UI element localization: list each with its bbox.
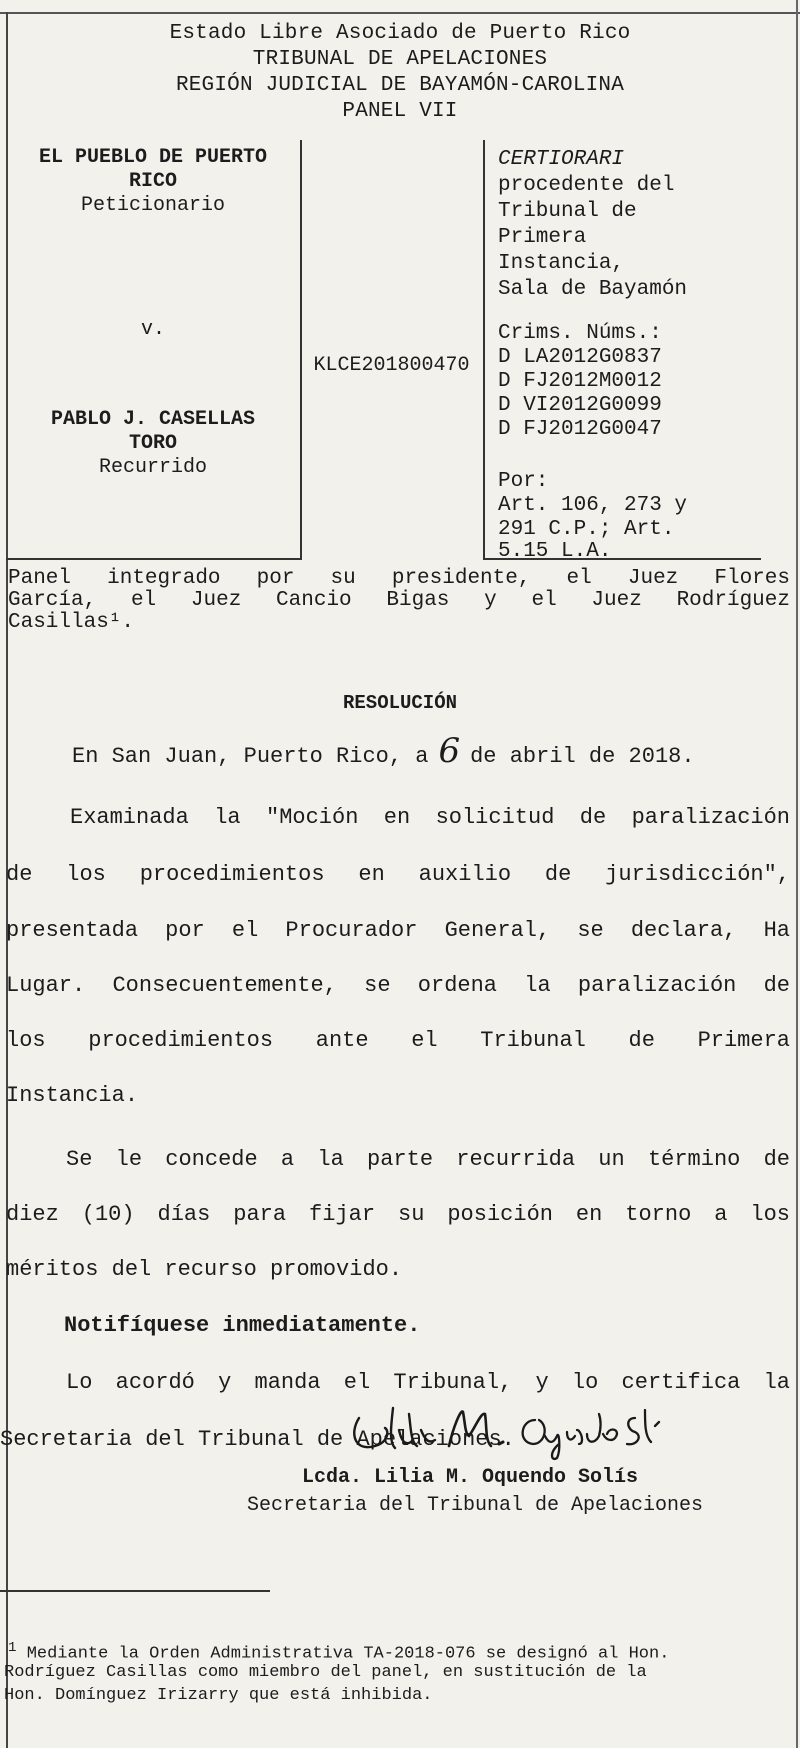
paragraph-line: Lo acordó y manda el Tribunal, y lo certifica la <box>66 1370 790 1395</box>
notify-order: Notifíquese inmediatamente. <box>64 1313 421 1338</box>
footnote-line <box>8 1640 798 1664</box>
paragraph-line: Secretaria del Tribunal de Apelaciones. <box>0 1427 515 1452</box>
court-info-line: D FJ2012M0012 <box>498 370 662 393</box>
footnote-divider <box>0 1590 270 1592</box>
date-line: En San Juan, Puerto Rico, a 6 de abril de 2018. <box>72 731 695 771</box>
date-suffix: de abril de 2018. <box>470 744 695 769</box>
paragraph-line: presentada por el Procurador General, se declara, Ha <box>6 918 790 943</box>
date-prefix: En San Juan, Puerto Rico, a <box>72 744 429 769</box>
court-info-line: Por: <box>498 470 549 493</box>
court-info-box <box>483 140 761 563</box>
header-commonwealth: Estado Libre Asociado de Puerto Rico <box>169 22 631 45</box>
footnote-marker: 1 <box>8 1640 17 1656</box>
court-info-line: Sala de Bayamón <box>498 278 688 301</box>
respondent-role: Recurrido <box>98 456 208 479</box>
petitioner-role: Peticionario <box>80 194 226 217</box>
case-number-column <box>300 140 483 558</box>
panel-note-line: García, el Juez Cancio Bigas y el Juez Rodríguez <box>8 589 790 612</box>
court-info-line: 291 C.P.; Art. <box>498 518 675 541</box>
paragraph-line: Lugar. Consecuentemente, se ordena la paralización de <box>6 973 790 998</box>
respondent-name-line2: TORO <box>128 432 177 455</box>
court-info-line: procedente del <box>498 174 675 197</box>
court-info-line: Art. 106, 273 y <box>498 494 688 517</box>
respondent-name-line1: PABLO J. CASELLAS <box>50 408 256 431</box>
signatory-title: Secretaria del Tribunal de Apelaciones <box>246 1494 704 1517</box>
court-info-line: D LA2012G0837 <box>498 346 662 369</box>
versus-label: v. <box>140 318 165 341</box>
caption-parties-box <box>6 140 302 560</box>
footnote-line: Hon. Domínguez Irizarry que está inhibida. <box>4 1686 433 1705</box>
case-number: KLCE201800470 <box>313 354 470 377</box>
header-panel: PANEL VII <box>342 100 458 123</box>
petitioner-name-line1: EL PUEBLO DE PUERTO <box>38 146 268 169</box>
paragraph-line: Se le concede a la parte recurrida un término de <box>66 1147 790 1172</box>
panel-note-line: Panel integrado por su presidente, el Juez Flores <box>8 567 790 590</box>
footnote-line: Rodríguez Casillas como miembro del panel, en sustitución de la <box>4 1663 647 1682</box>
court-info-line: Crims. Núms.: <box>498 322 662 345</box>
signatory-name: Lcda. Lilia M. Oquendo Solís <box>301 1466 639 1489</box>
page-top-edge <box>0 12 800 14</box>
paragraph-line: de los procedimientos en auxilio de jurisdicción", <box>6 862 790 887</box>
paragraph-line: los procedimientos ante el Tribunal de Primera <box>6 1028 790 1053</box>
paragraph-line: méritos del recurso promovido. <box>6 1257 403 1282</box>
court-info-line: 5.15 L.A. <box>498 540 612 563</box>
court-info-line: D FJ2012G0047 <box>498 418 662 441</box>
paragraph-line: Examinada la "Moción en solicitud de paralización <box>70 805 790 830</box>
paragraph-line: Instancia. <box>6 1083 139 1108</box>
handwritten-signature <box>345 1400 675 1464</box>
header-court: TRIBUNAL DE APELACIONES <box>252 48 548 71</box>
panel-note-line: Casillas¹. <box>8 611 135 634</box>
petitioner-name-line2: RICO <box>128 170 177 193</box>
footnote-text-line1: Mediante la Orden Administrativa TA-2018-076 se designó al Hon. <box>26 1644 670 1664</box>
header-region: REGIÓN JUDICIAL DE BAYAMÓN-CAROLINA <box>175 74 625 97</box>
court-info-line: CERTIORARI <box>498 148 625 171</box>
court-info-line: Instancia, <box>498 252 625 275</box>
paragraph-line: diez (10) días para fijar su posición en torno a los <box>6 1202 790 1227</box>
court-info-line: D VI2012G0099 <box>498 394 662 417</box>
resolution-title: RESOLUCIÓN <box>342 692 458 714</box>
court-info-line: Primera <box>498 226 587 249</box>
court-info-line: Tribunal de <box>498 200 637 223</box>
